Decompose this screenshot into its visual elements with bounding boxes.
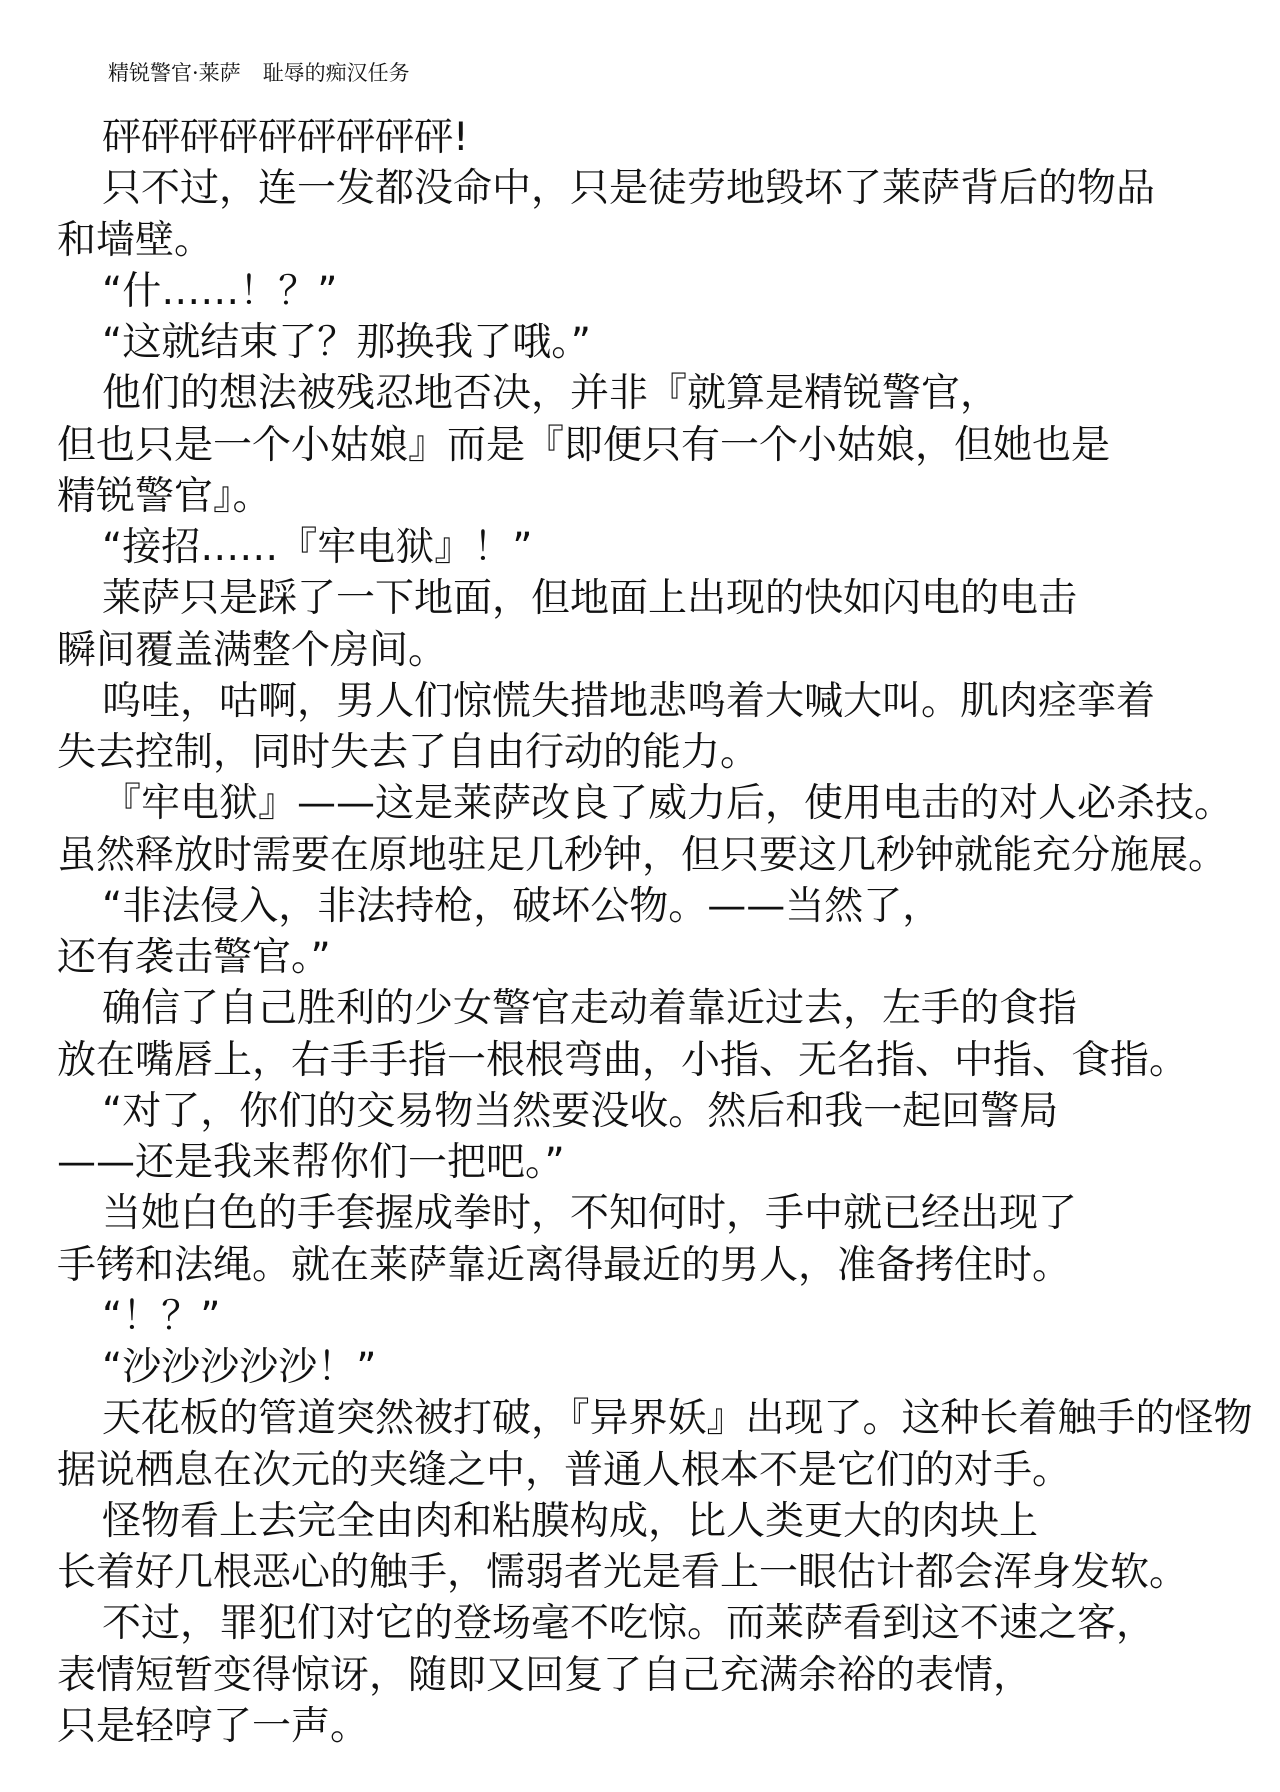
text-line: 当她白色的手套握成拳时，不知何时，手中就已经出现了 <box>102 1191 1078 1237</box>
text-line: “接招……『牢电狱』！” <box>102 525 533 570</box>
text-line: “对了，你们的交易物当然要没收。然后和我一起回警局 <box>102 1088 1059 1134</box>
text-line: 天花板的管道突然被打破，『异界妖』出现了。这种长着触手的怪物 <box>102 1396 1253 1442</box>
text-line: 呜哇，咕啊，男人们惊慌失措地悲鸣着大喊大叫。肌肉痉挛着 <box>102 678 1156 724</box>
text-line: 他们的想法被残忍地否决，并非『就算是精锐警官， <box>102 371 1000 417</box>
running-header <box>108 60 410 86</box>
body-text <box>57 112 1277 1752</box>
text-line: 表情短暂变得惊讶，随即又回复了自己充满余裕的表情， <box>57 1652 1033 1698</box>
text-line: 还有袭击警官。” <box>57 935 331 980</box>
text-line: 『牢电狱』——这是莱萨改良了威力后，使用电击的对人必杀技。 <box>102 781 1234 827</box>
text-line: 怪物看上去完全由肉和粘膜构成，比人类更大的肉块上 <box>102 1498 1039 1544</box>
chapter-title: 耻辱的痴汉任务 <box>262 61 410 85</box>
text-line: 但也只是一个小姑娘』而是『即便只有一个小姑娘，但她也是 <box>57 422 1111 468</box>
text-line: 失去控制，同时失去了自由行动的能力。 <box>57 730 760 775</box>
text-line: 手铐和法绳。就在莱萨靠近离得最近的男人，准备拷住时。 <box>57 1242 1072 1288</box>
text-line: 瞬间覆盖满整个房间。 <box>57 627 448 673</box>
text-line: 据说栖息在次元的夹缝之中，普通人根本不是它们的对手。 <box>57 1447 1072 1493</box>
text-line: 精锐警官』。 <box>57 473 272 519</box>
text-line: 砰砰砰砰砰砰砰砰砰! <box>102 115 469 160</box>
text-line: 只不过，连一发都没命中，只是徒劳地毁坏了莱萨背后的物品 <box>102 166 1156 212</box>
book-title: 精锐警官·莱萨 <box>108 61 241 85</box>
text-line: 不过，罪犯们对它的登场毫不吃惊。而莱萨看到这不速之客， <box>102 1601 1156 1647</box>
text-line: “！？” <box>102 1293 221 1339</box>
text-line: 只是轻哼了一声。 <box>57 1703 370 1749</box>
text-line: “什……！？” <box>102 268 338 314</box>
text-line: 长着好几根恶心的触手，懦弱者光是看上一眼估计都会浑身发软。 <box>57 1550 1189 1595</box>
text-line: 确信了自己胜利的少女警官走动着靠近过去，左手的食指 <box>102 986 1078 1032</box>
text-line: “这就结束了？那换我了哦。” <box>102 320 591 365</box>
text-line: “非法侵入，非法持枪，破坏公物。——当然了， <box>102 883 942 929</box>
text-line: “沙沙沙沙沙！” <box>102 1345 377 1390</box>
text-line: 莱萨只是踩了一下地面，但地面上出现的快如闪电的电击 <box>102 576 1078 622</box>
text-line: ——还是我来帮你们一把吧。” <box>57 1140 565 1185</box>
text-line: 虽然释放时需要在原地驻足几秒钟，但只要这几秒钟就能充分施展。 <box>57 832 1228 878</box>
text-line: 和墙壁。 <box>57 217 214 263</box>
text-line: 放在嘴唇上，右手手指一根根弯曲，小指、无名指、中指、食指。 <box>57 1037 1189 1083</box>
